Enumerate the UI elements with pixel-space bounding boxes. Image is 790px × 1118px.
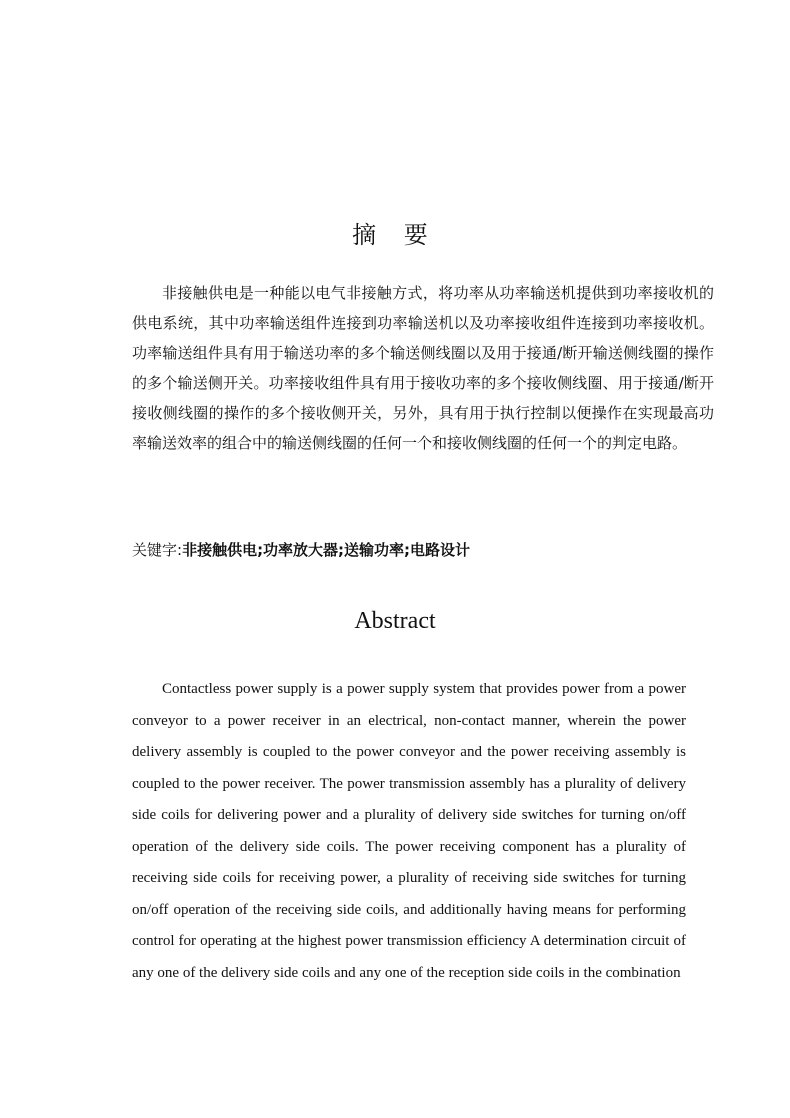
english-abstract-title: Abstract	[354, 608, 436, 634]
chinese-abstract-title: 摘 要	[352, 221, 438, 249]
keywords-values: 非接触供电;功率放大器;送输功率;电路设计	[182, 541, 471, 559]
chinese-keywords	[132, 536, 714, 564]
english-abstract-body: Contactless power supply is a power supply system that provides power from a power conveyor to a power receiver in an electrical, non-contact manner, wherein the power delivery assembly is coupled to the power conveyor and the power receiving assembly is coupled to the power receiver. The power transmission assembly has a plurality of delivery side coils for delivering power and a plurality of delivery side switches for turning on/off operation of the delivery side coils. The power receiving component has a plurality of receiving side coils for receiving power, a plurality of receiving side switches for turning on/off operation of the receiving side coils, and additionally having means for performing control for operating at the highest power transmission efficiency A determination circuit of any one of the delivery side coils and any one of the reception side coils in the combination	[132, 681, 686, 981]
chinese-abstract-body: 非接触供电是一种能以电气非接触方式，将功率从功率输送机提供到功率接收机的供电系统，其中功率输送组件连接到功率输送机以及功率接收组件连接到功率接收机。功率输送组件具有用于输送功率的多个输送侧线圈以及用于接通/断开输送侧线圈的操作的多个输送侧开关。功率接收组件具有用于接收功率的多个接收侧线圈、用于接通/断开接收侧线圈的操作的多个接收侧开关，另外，具有用于执行控制以便操作在实现最高功率输送效率的组合中的输送侧线圈的任何一个和接收侧线圈的任何一个的判定电路。	[132, 284, 714, 452]
keywords-label: 关键字:	[132, 541, 183, 559]
